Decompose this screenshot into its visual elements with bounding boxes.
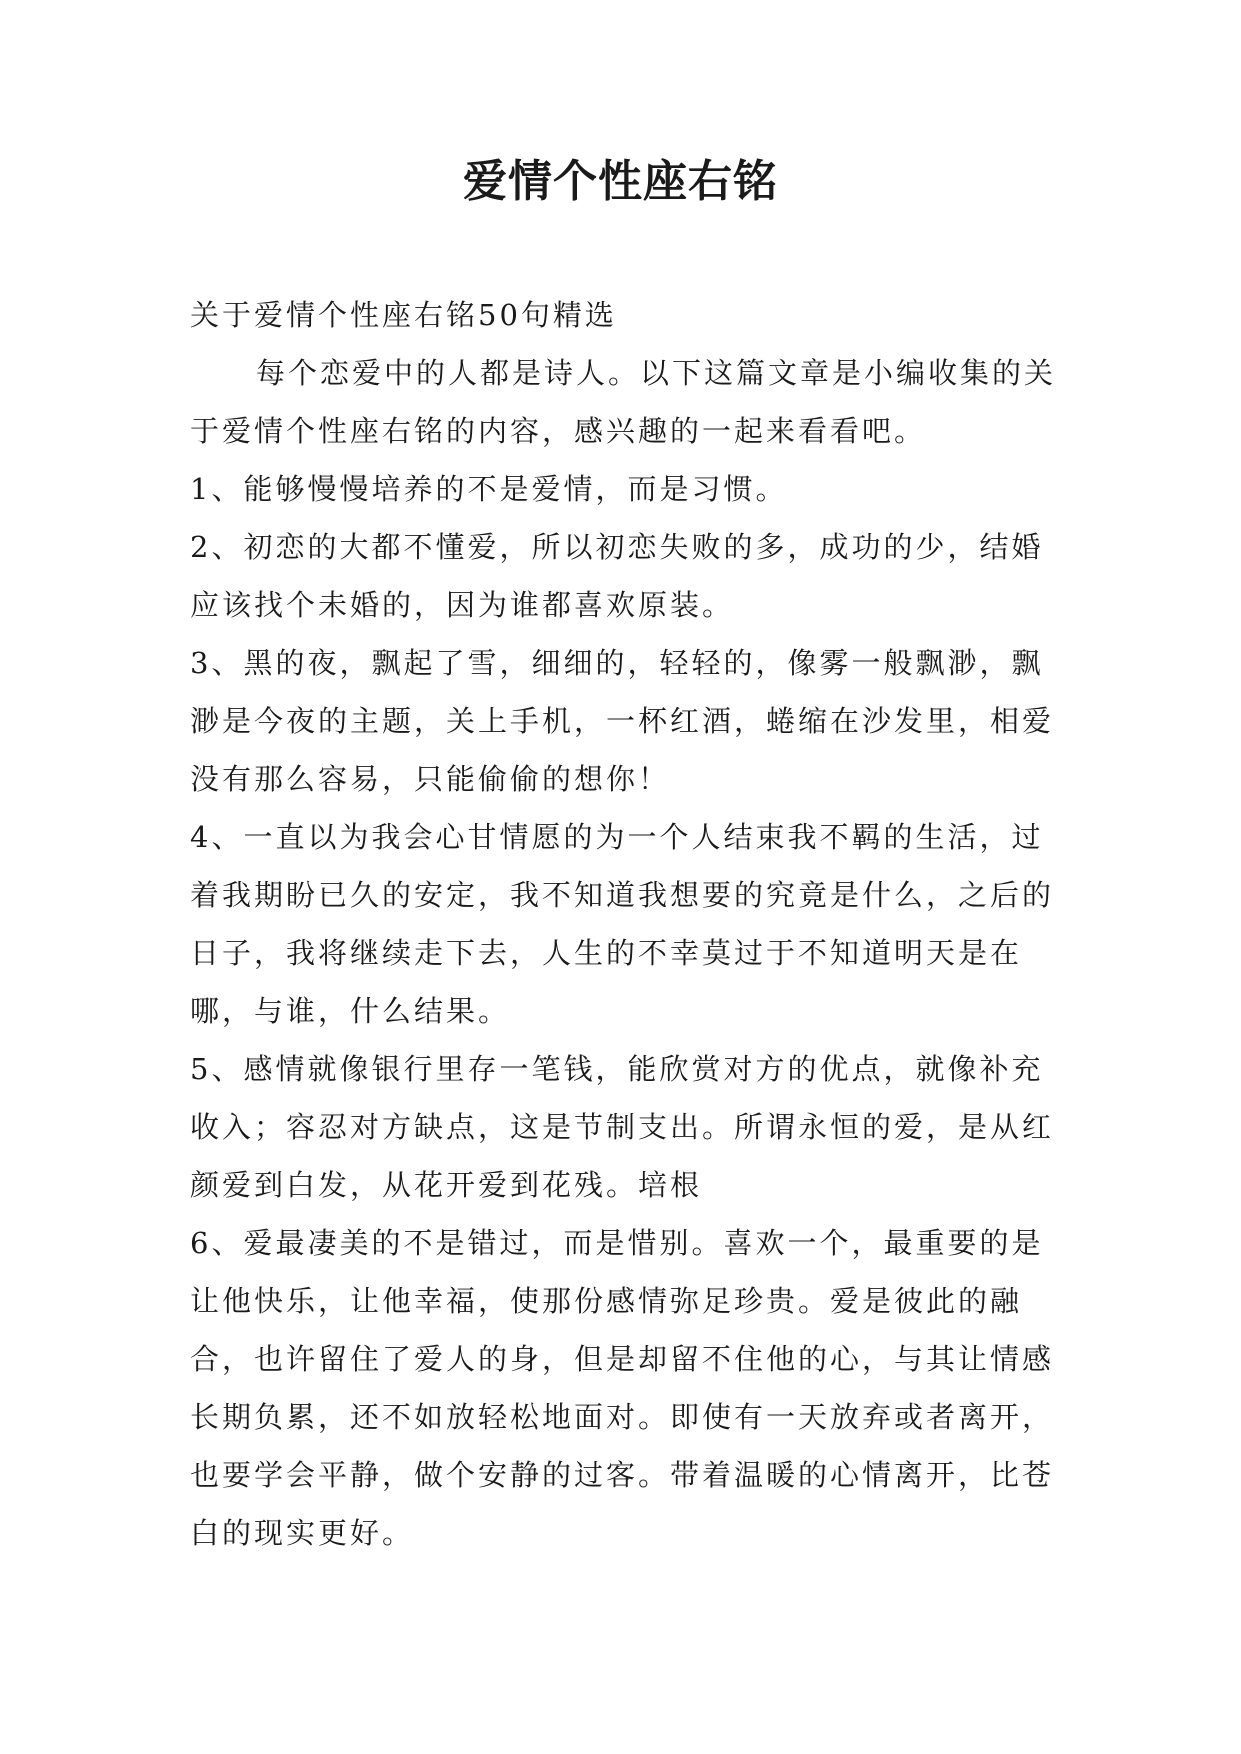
intro-paragraph: 每个恋爱中的人都是诗人。以下这篇文章是小编收集的关于爱情个性座右铭的内容，感兴趣的一起来看看吧。 <box>190 356 1057 448</box>
list-item: 1、能够慢慢培养的不是爱情，而是习惯。 <box>190 472 788 506</box>
list-item: 6、爱最凄美的不是错过，而是惜别。喜欢一个，最重要的是让他快乐，让他幸福，使那份感情弥足珍贵。爱是彼此的融合，也许留住了爱人的身，但是却留不住他的心，与其让情感长期负累，还不如放轻松地面对。即使有一天放弃或者离开，也要学会平静，做个安静的过客。带着温暖的心情离开，比苍白的现实更好。 <box>190 1226 1055 1550</box>
document-subtitle: 关于爱情个性座右铭50句精选 <box>190 298 617 332</box>
document-title: 爱情个性座右铭 <box>463 156 778 207</box>
list-item: 2、初恋的大都不懂爱，所以初恋失败的多，成功的少，结婚应该找个未婚的，因为谁都喜欢原装。 <box>190 530 1044 622</box>
list-item: 5、感情就像银行里存一笔钱，能欣赏对方的优点，就像补充收入；容忍对方缺点，这是节制支出。所谓永恒的爱，是从红颜爱到白发，从花开爱到花残。培根 <box>190 1052 1055 1202</box>
document-body <box>190 286 1060 1562</box>
list-item: 3、黑的夜，飘起了雪，细细的，轻轻的，像雾一般飘渺，飘渺是今夜的主题，关上手机，一杯红酒，蜷缩在沙发里，相爱没有那么容易，只能偷偷的想你！ <box>190 646 1055 796</box>
list-item: 4、一直以为我会心甘情愿的为一个人结束我不羁的生活，过着我期盼已久的安定，我不知道我想要的究竟是什么，之后的日子，我将继续走下去，人生的不幸莫过于不知道明天是在哪，与谁，什么结果。 <box>190 820 1055 1028</box>
